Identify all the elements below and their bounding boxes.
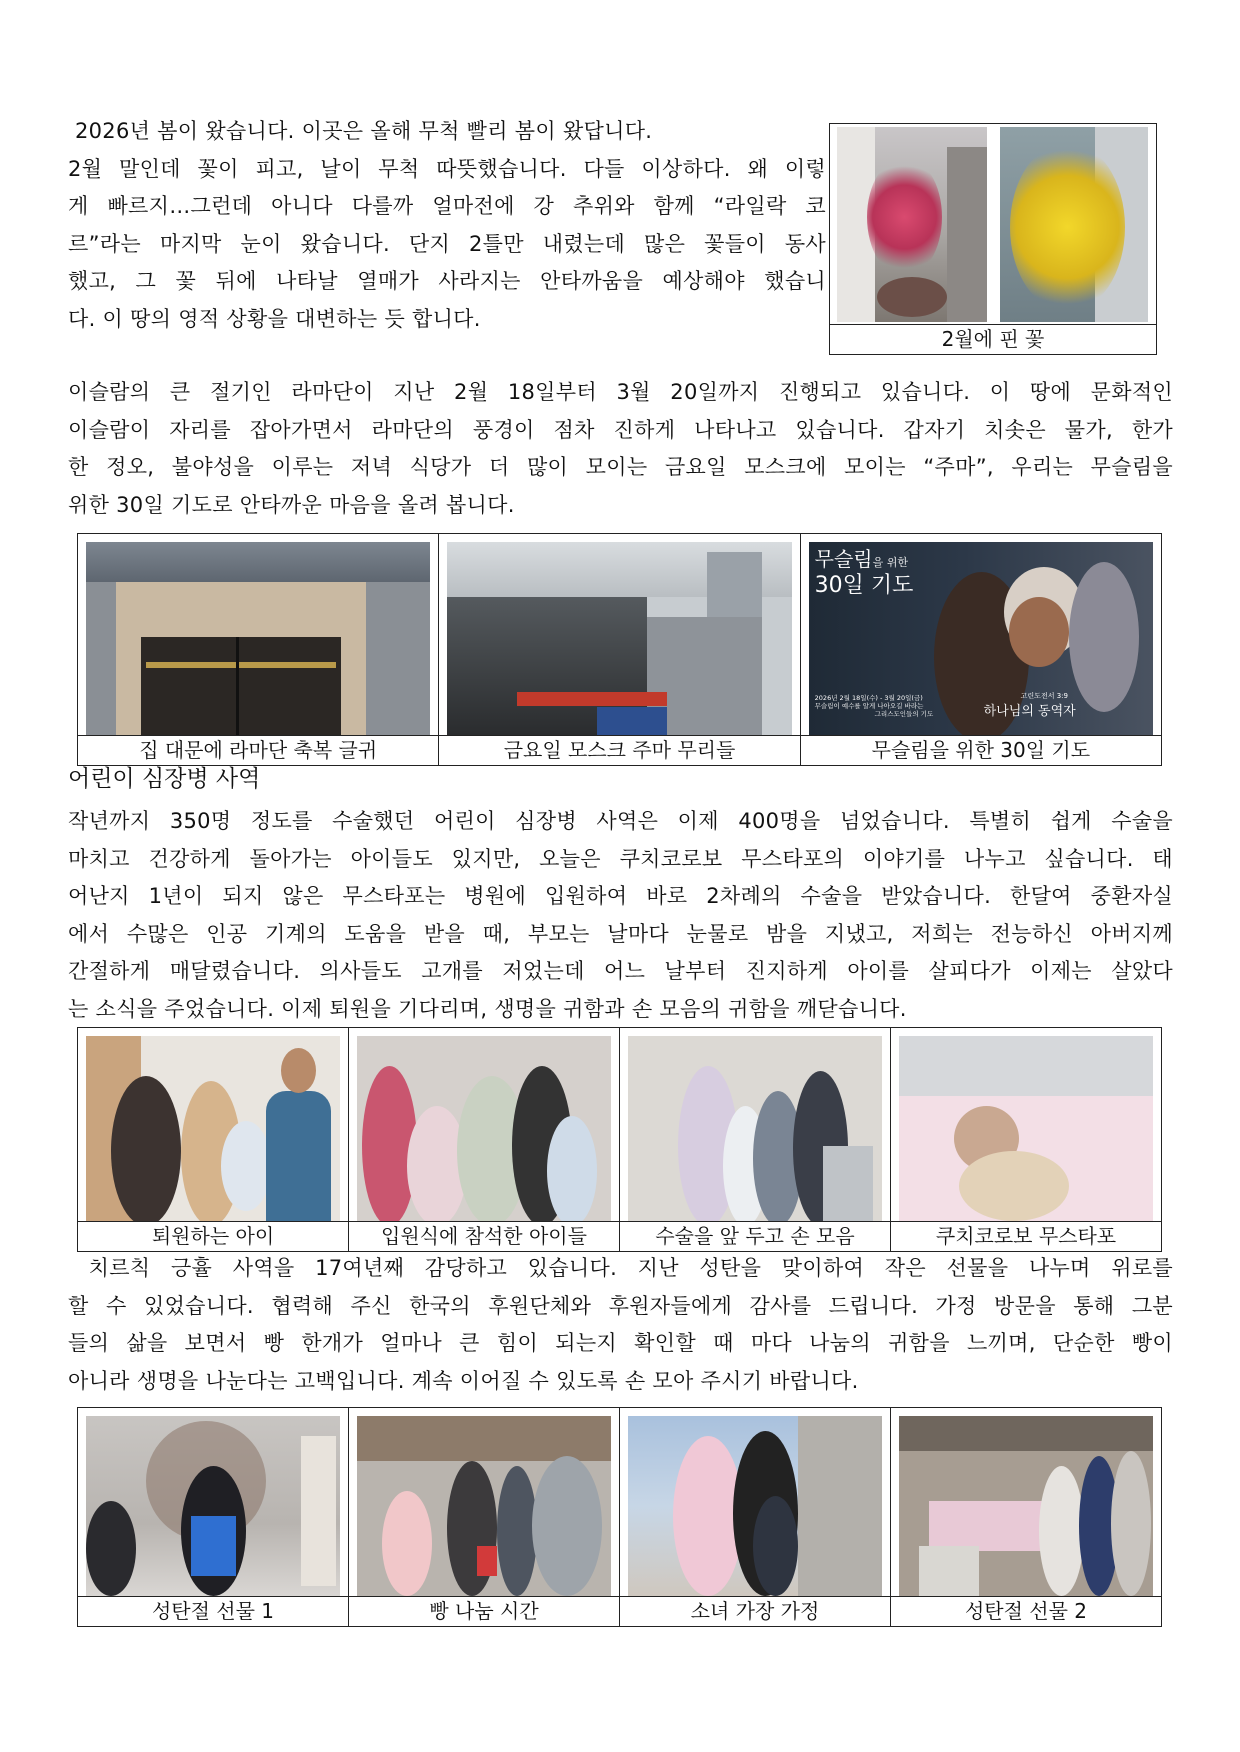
poster-dates-block	[815, 694, 934, 718]
heart-line-4: 에서 수많은 인공 기계의 도움을 받을 때, 부모는 날마다 눈물로 밤을 지냈고, 저희는 전능하신 아버지께	[68, 921, 1173, 946]
spring-photo-caption: 2월에 핀 꽃	[830, 324, 1156, 354]
spring-photo-red-blossom	[837, 127, 987, 322]
heart-line-1: 작년까지 350명 정도를 수술했던 어린이 심장병 사역은 이제 400명을 넘었습니다. 특별히 쉽게 수술을	[68, 809, 1173, 833]
relief-photo-table	[77, 1407, 1162, 1627]
spring-line-6: 다. 이 땅의 영적 상황을 대변하는 듯 합니다.	[68, 306, 481, 331]
spring-paragraph	[68, 113, 826, 338]
heart-photo-cell-1	[78, 1028, 349, 1252]
heart-paragraph	[68, 803, 1173, 1028]
relief-photo-cell-3	[620, 1408, 891, 1627]
poster-desc-2: 그리스도인들의 기도	[874, 710, 934, 718]
spring-line-1: 2026년 봄이 왔습니다. 이곳은 올해 무척 빨리 봄이 왔답니다.	[68, 119, 653, 143]
spring-line-2: 2월 말인데 꽃이 피고, 날이 무척 따뜻했습니다. 다들 이상하다. 왜 이렇	[68, 156, 826, 181]
heart-line-6: 는 소식을 주었습니다. 이제 퇴원을 기다리며, 생명을 귀함과 손 모음의 귀함을 깨닫습니다.	[68, 996, 907, 1021]
relief-photo-cell-2	[349, 1408, 620, 1627]
relief-photo-cell-4	[891, 1408, 1162, 1627]
ramadan-photo-cell-3	[800, 534, 1161, 766]
heart-caption-2: 입원식에 참석한 아이들	[349, 1221, 619, 1251]
heart-heading: 어린이 심장병 사역	[68, 766, 261, 792]
relief-line-1: 치르칙 긍휼 사역을 17여년째 감당하고 있습니다. 지난 성탄을 맞이하여 작은 선물을 나누며 위로를	[68, 1256, 1173, 1280]
ramadan-photo-table	[77, 533, 1162, 766]
heart-line-2: 마치고 건강하게 돌아가는 아이들도 있지만, 오늘은 쿠치코로보 무스타포의 이야기를 나누고 싶습니다. 태	[68, 846, 1173, 871]
relief-line-4: 아니라 생명을 나눈다는 고백입니다. 계속 이어질 수 있도록 손 모아 주시기 바랍니다.	[68, 1368, 859, 1393]
ramadan-line-4: 위한 30일 기도로 안타까운 마음을 올려 봅니다.	[68, 492, 515, 517]
photo-admission-children	[357, 1036, 611, 1221]
relief-caption-1: 성탄절 선물 1	[78, 1596, 348, 1626]
heart-photo-cell-2	[349, 1028, 620, 1252]
photo-bread-sharing	[357, 1416, 611, 1596]
spring-line-5: 했고, 그 꽃 뒤에 나타날 열매가 사라지는 안타까움을 예상해야 했습니	[68, 269, 826, 293]
photo-girl-head-household	[628, 1416, 882, 1596]
ramadan-photo-cell-2	[439, 534, 800, 766]
heart-caption-3: 수술을 앞 두고 손 모음	[620, 1221, 890, 1251]
spring-photo-yellow-forsythia	[1000, 127, 1148, 322]
photo-christmas-gift-2	[899, 1416, 1153, 1596]
poster-brand: 하나님의 동역자	[983, 704, 1076, 719]
poster-dates: 2026년 2월 18일(수) - 3월 20일(금)	[814, 694, 923, 702]
relief-line-3: 들의 삶을 보면서 빵 한개가 얼마나 큰 힘이 되는지 확인할 때 마다 나눔의 귀함을 느끼며, 단순한 빵이	[68, 1331, 1173, 1355]
ramadan-caption-2: 금요일 모스크 주마 무리들	[439, 735, 799, 765]
ramadan-line-1: 이슬람의 큰 절기인 라마단이 지난 2월 18일부터 3월 20일까지 진행되고 있습니다. 이 땅에 문화적인	[68, 380, 1173, 404]
photo-christmas-gift-1	[86, 1416, 340, 1596]
ramadan-line-3: 한 정오, 불야성을 이루는 저녁 식당가 더 많이 모이는 금요일 모스크에 모이는 “주마”, 우리는 무슬림을	[68, 455, 1173, 479]
spring-line-3: 게 빠르지…그런데 아니다 다를까 얼마전에 강 추위와 함께 “라일락 코	[68, 194, 826, 218]
ramadan-caption-3: 무슬림을 위한 30일 기도	[801, 735, 1161, 765]
photo-prayer-poster	[809, 542, 1153, 735]
relief-photo-cell-1	[78, 1408, 349, 1627]
relief-paragraph	[68, 1250, 1173, 1400]
relief-caption-3: 소녀 가장 가정	[620, 1596, 890, 1626]
heart-photo-cell-4	[891, 1028, 1162, 1252]
ramadan-paragraph	[68, 374, 1173, 524]
ramadan-photo-cell-1	[78, 534, 439, 766]
heart-line-3: 어난지 1년이 되지 않은 무스타포는 병원에 입원하여 바로 2차례의 수술을 받았습니다. 한달여 중환자실	[68, 884, 1173, 908]
spring-flowers-figure	[829, 123, 1157, 355]
photo-baby-mustafo	[899, 1036, 1153, 1221]
poster-title-b: 을 위한	[872, 556, 908, 569]
heart-caption-1: 퇴원하는 아이	[78, 1221, 348, 1251]
poster-brand-block	[984, 704, 1076, 719]
relief-caption-2: 빵 나눔 시간	[349, 1596, 619, 1626]
ramadan-line-2: 이슬람이 자리를 잡아가면서 라마단의 풍경이 점차 진하게 나타나고 있습니다. 갑자기 치솟은 물가, 한가	[68, 417, 1173, 442]
photo-mosque-crowd	[447, 542, 791, 735]
poster-verse: 고린도전서 3:9	[1020, 692, 1068, 700]
heart-photo-cell-3	[620, 1028, 891, 1252]
poster-title-a: 무슬림	[814, 547, 873, 571]
relief-line-2: 할 수 있었습니다. 협력해 주신 한국의 후원단체와 후원자들에게 감사를 드립니다. 가정 방문을 통해 그분	[68, 1293, 1173, 1318]
heart-photo-table	[77, 1027, 1162, 1252]
heart-caption-4: 쿠치코로보 무스타포	[891, 1221, 1161, 1251]
photo-prayer-before-surgery	[628, 1036, 882, 1221]
poster-desc-1: 무슬림이 예수를 알게 나아오길 바라는	[814, 702, 924, 710]
ramadan-caption-1: 집 대문에 라마단 축복 글귀	[78, 735, 438, 765]
poster-title-c: 30일 기도	[814, 573, 914, 598]
photo-discharged-child	[86, 1036, 340, 1221]
photo-gate-ramadan	[86, 542, 430, 735]
spring-line-4: 르”라는 마지막 눈이 왔습니다. 단지 2틀만 내렸는데 많은 꽃들이 동사	[68, 231, 826, 256]
poster-title	[815, 548, 914, 597]
heart-line-5: 간절하게 매달렸습니다. 의사들도 고개를 저었는데 어느 날부터 진지하게 아이를 살피다가 이제는 살았다	[68, 959, 1173, 983]
relief-caption-4: 성탄절 선물 2	[891, 1596, 1161, 1626]
